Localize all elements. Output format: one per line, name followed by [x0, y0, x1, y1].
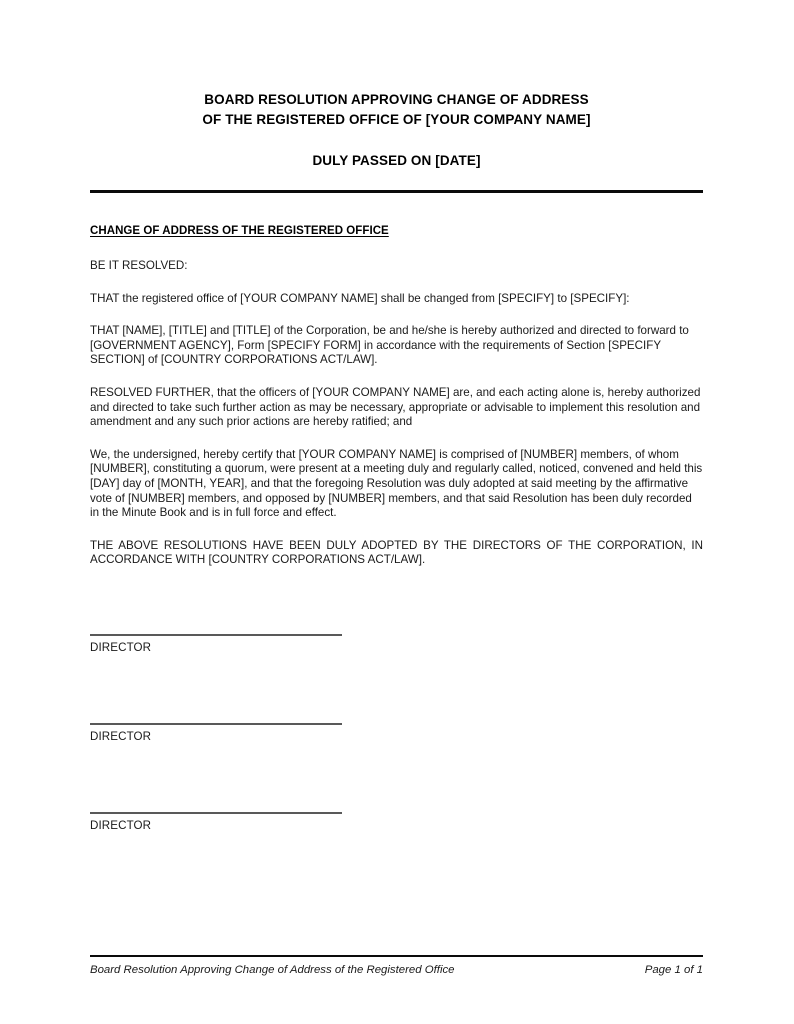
document-body — [90, 224, 703, 568]
paragraph-authorization-filing: THAT [NAME], [TITLE] and [TITLE] of the Corporation, be and he/she is hereby authorized and directed to forward to [GOVERNMENT AGENCY], Form [SPECIFY FORM] in accordance with the requirements of Section [SPECIFY SECTION] of [COUNTRY CORPORATIONS ACT/LAW]. — [90, 324, 689, 367]
footer-document-title: Board Resolution Approving Change of Address of the Registered Office — [90, 964, 455, 976]
signature-line — [90, 634, 342, 636]
page-title-line-1: BOARD RESOLUTION APPROVING CHANGE OF ADDRESS — [204, 92, 589, 107]
signature-label-director-1: DIRECTOR — [90, 641, 152, 654]
signature-line — [90, 812, 342, 814]
signature-label-director-2: DIRECTOR — [90, 730, 152, 743]
paragraph-registered-office-change: THAT the registered office of [YOUR COMPANY NAME] shall be changed from [SPECIFY] to [SPECIFY]: — [90, 291, 630, 305]
section-heading: CHANGE OF ADDRESS OF THE REGISTERED OFFICE — [90, 225, 389, 237]
signature-line — [90, 723, 342, 725]
paragraph-adoption-statement: THE ABOVE RESOLUTIONS HAVE BEEN DULY ADOPTED BY THE DIRECTORS OF THE CORPORATION, IN ACCORDANCE WITH [COUNTRY CORPORATIONS ACT/LAW]. — [90, 538, 703, 567]
signature-block-1 — [90, 634, 342, 655]
footer-divider — [90, 955, 703, 957]
signature-label-director-3: DIRECTOR — [90, 819, 152, 832]
paragraph-be-it-resolved: BE IT RESOLVED: — [90, 259, 188, 272]
title-divider — [90, 190, 703, 193]
page-subtitle: DULY PASSED ON [DATE] — [312, 153, 481, 168]
document-title-block — [90, 90, 703, 171]
paragraph-resolved-further: RESOLVED FURTHER, that the officers of [YOUR COMPANY NAME] are, and each acting alone is, hereby authorized and directed to take such further action as may be necessary, appropriate or advisable to implement this resolution and amendment and any such prior actions are hereby ratified; and — [90, 385, 701, 429]
paragraph-certification: We, the undersigned, hereby certify that [YOUR COMPANY NAME] is comprised of [NUMBER] members, of whom [NUMBER], constituting a quorum, were present at a meeting duly and regularly called, noticed, convened and held this [DAY] day of [MONTH, YEAR], and that the foregoing Resolution was duly adopted at said meeting by the affirmative vote of [NUMBER] members, and opposed by [NUMBER] members, and that said Resolution has been duly recorded in the Minute Book and is in full force and effect. — [90, 447, 703, 520]
signature-block-3 — [90, 812, 342, 833]
page-title-line-2: OF THE REGISTERED OFFICE OF [YOUR COMPANY NAME] — [202, 112, 591, 127]
signature-block-2 — [90, 723, 342, 744]
page-footer — [90, 963, 703, 978]
footer-page-number: Page 1 of 1 — [644, 964, 703, 976]
